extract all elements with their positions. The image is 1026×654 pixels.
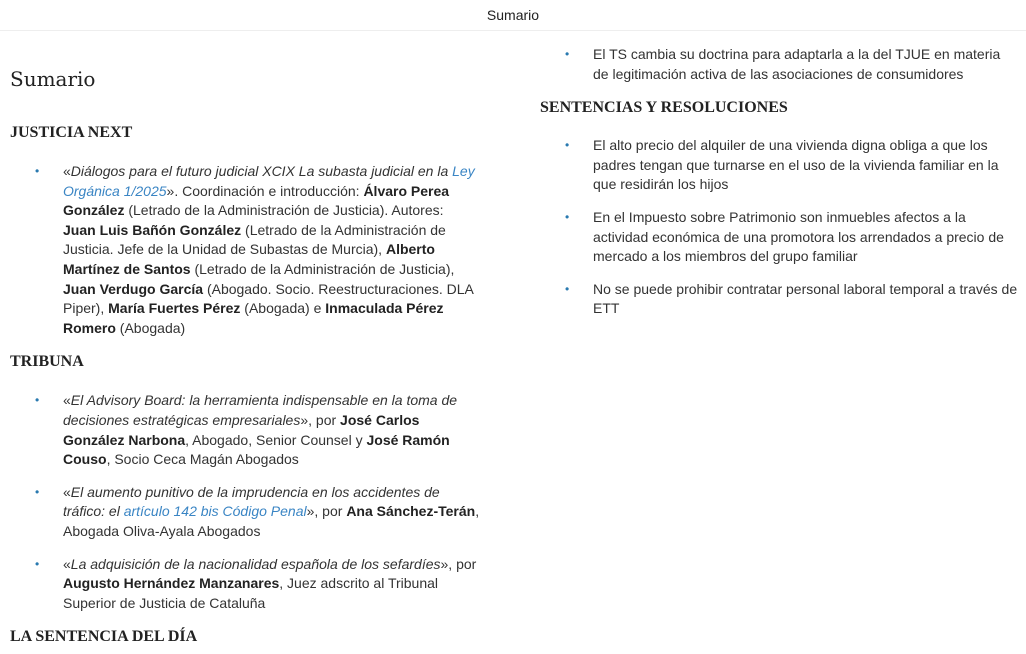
section-title-sentencia-del-dia: LA SENTENCIA DEL DÍA: [10, 628, 198, 646]
article-title: El Advisory Board: la herramienta indispensable en la toma de decisiones estratégicas empresariales: [63, 392, 458, 428]
list-item: [540, 280, 1018, 319]
author-name: Juan Verdugo García: [63, 280, 204, 297]
item-text: », por: [440, 555, 477, 572]
quote-open: «: [63, 555, 71, 572]
list-item: [540, 208, 1018, 267]
list-item: [10, 483, 480, 542]
author-name: Ana Sánchez-Terán: [346, 503, 476, 520]
left-column: [10, 30, 480, 648]
item-text: (Letrado de la Administración de Justicia). Autores:: [124, 202, 444, 219]
author-name: Álvaro Perea González: [63, 182, 450, 219]
item-text: ». Coordinación e introducción:: [166, 182, 364, 199]
author-name: José Ramón Couso: [63, 431, 450, 468]
item-text: No se puede prohibir contratar personal laboral temporal a través de ETT: [593, 280, 1018, 317]
item-text: », por: [300, 411, 341, 428]
right-column: [540, 30, 1018, 332]
bullet-icon: •: [35, 393, 40, 408]
bullet-icon: •: [565, 209, 570, 224]
author-name: Inmaculada Pérez Romero: [63, 300, 444, 336]
item-text: », por: [306, 503, 347, 520]
bullet-icon: •: [35, 484, 40, 499]
item-text: El alto precio del alquiler de una vivienda digna obliga a que los padres tengan que turnarse en el uso de la vivienda familiar en la que residirán los hijos: [593, 137, 999, 193]
article-title: La adquisición de la nacionalidad española de los sefardíes: [70, 555, 441, 572]
justicia-list: [10, 162, 480, 338]
page-title: Sumario: [10, 67, 96, 91]
bullet-icon: •: [565, 47, 570, 61]
section-title-tribuna: TRIBUNA: [10, 353, 84, 371]
tribuna-list: [10, 391, 480, 613]
sentencias-list: [540, 136, 1018, 319]
section-title-sentencias-resoluciones: SENTENCIAS Y RESOLUCIONES: [540, 99, 788, 117]
item-text: (Abogado. Socio. Reestructuraciones. DLA Piper),: [63, 280, 474, 317]
list-item: [10, 162, 480, 338]
item-text: (Letrado de la Administración de Justicia),: [190, 260, 455, 277]
article-title: Diálogos para el futuro judicial XCIX La subasta judicial en la: [70, 163, 453, 179]
item-text: , Juez adscrito al Tribunal Superior de Justicia de Cataluña: [63, 575, 439, 611]
author-name: Juan Luis Bañón González: [63, 221, 242, 238]
list-item: [540, 136, 1018, 195]
article-title: El aumento punitivo de la imprudencia en los accidentes de tráfico: el: [63, 483, 440, 520]
law-link[interactable]: Ley Orgánica 1/2025: [63, 163, 475, 199]
item-text: En el Impuesto sobre Patrimonio son inmuebles afectos a la actividad económica de una promotora los arrendados a precio de mercado a los miembros del grupo familiar: [593, 208, 1004, 265]
item-text: , Socio Ceca Magán Abogados: [106, 451, 299, 468]
author-name: Alberto Martínez de Santos: [63, 241, 435, 277]
list-item: [10, 555, 480, 614]
item-text: (Abogada): [115, 319, 186, 336]
quote-open: «: [63, 392, 71, 409]
item-text: (Letrado de la Administración de Justicia. Jefe de la Unidad de Subastas de Murcia),: [63, 221, 446, 258]
author-name: María Fuertes Pérez: [108, 300, 241, 317]
quote-open: «: [63, 483, 71, 500]
list-item: [10, 391, 480, 469]
top-bar: [0, 0, 1026, 31]
quote-open: «: [63, 163, 71, 179]
right-top-list: [540, 45, 1018, 84]
list-item: [540, 45, 1018, 84]
penal-code-link[interactable]: artículo 142 bis Código Penal: [123, 503, 307, 520]
top-bar-title: Sumario: [486, 7, 540, 23]
bullet-icon: •: [565, 281, 570, 296]
item-text: , Abogada Oliva-Ayala Abogados: [63, 503, 480, 539]
section-title-justicia-next: JUSTICIA NEXT: [10, 124, 133, 141]
bullet-icon: •: [35, 164, 40, 178]
item-text: El TS cambia su doctrina para adaptarla a la del TJUE en materia de legitimación activa de las asociaciones de consumidores: [593, 46, 1001, 82]
bullet-icon: •: [35, 556, 40, 571]
author-name: Augusto Hernández Manzanares: [63, 575, 280, 592]
item-text: (Abogada) e: [240, 300, 326, 317]
bullet-icon: •: [565, 138, 570, 153]
author-name: José Carlos González Narbona: [63, 411, 420, 448]
item-text: , Abogado, Senior Counsel y: [185, 431, 367, 448]
